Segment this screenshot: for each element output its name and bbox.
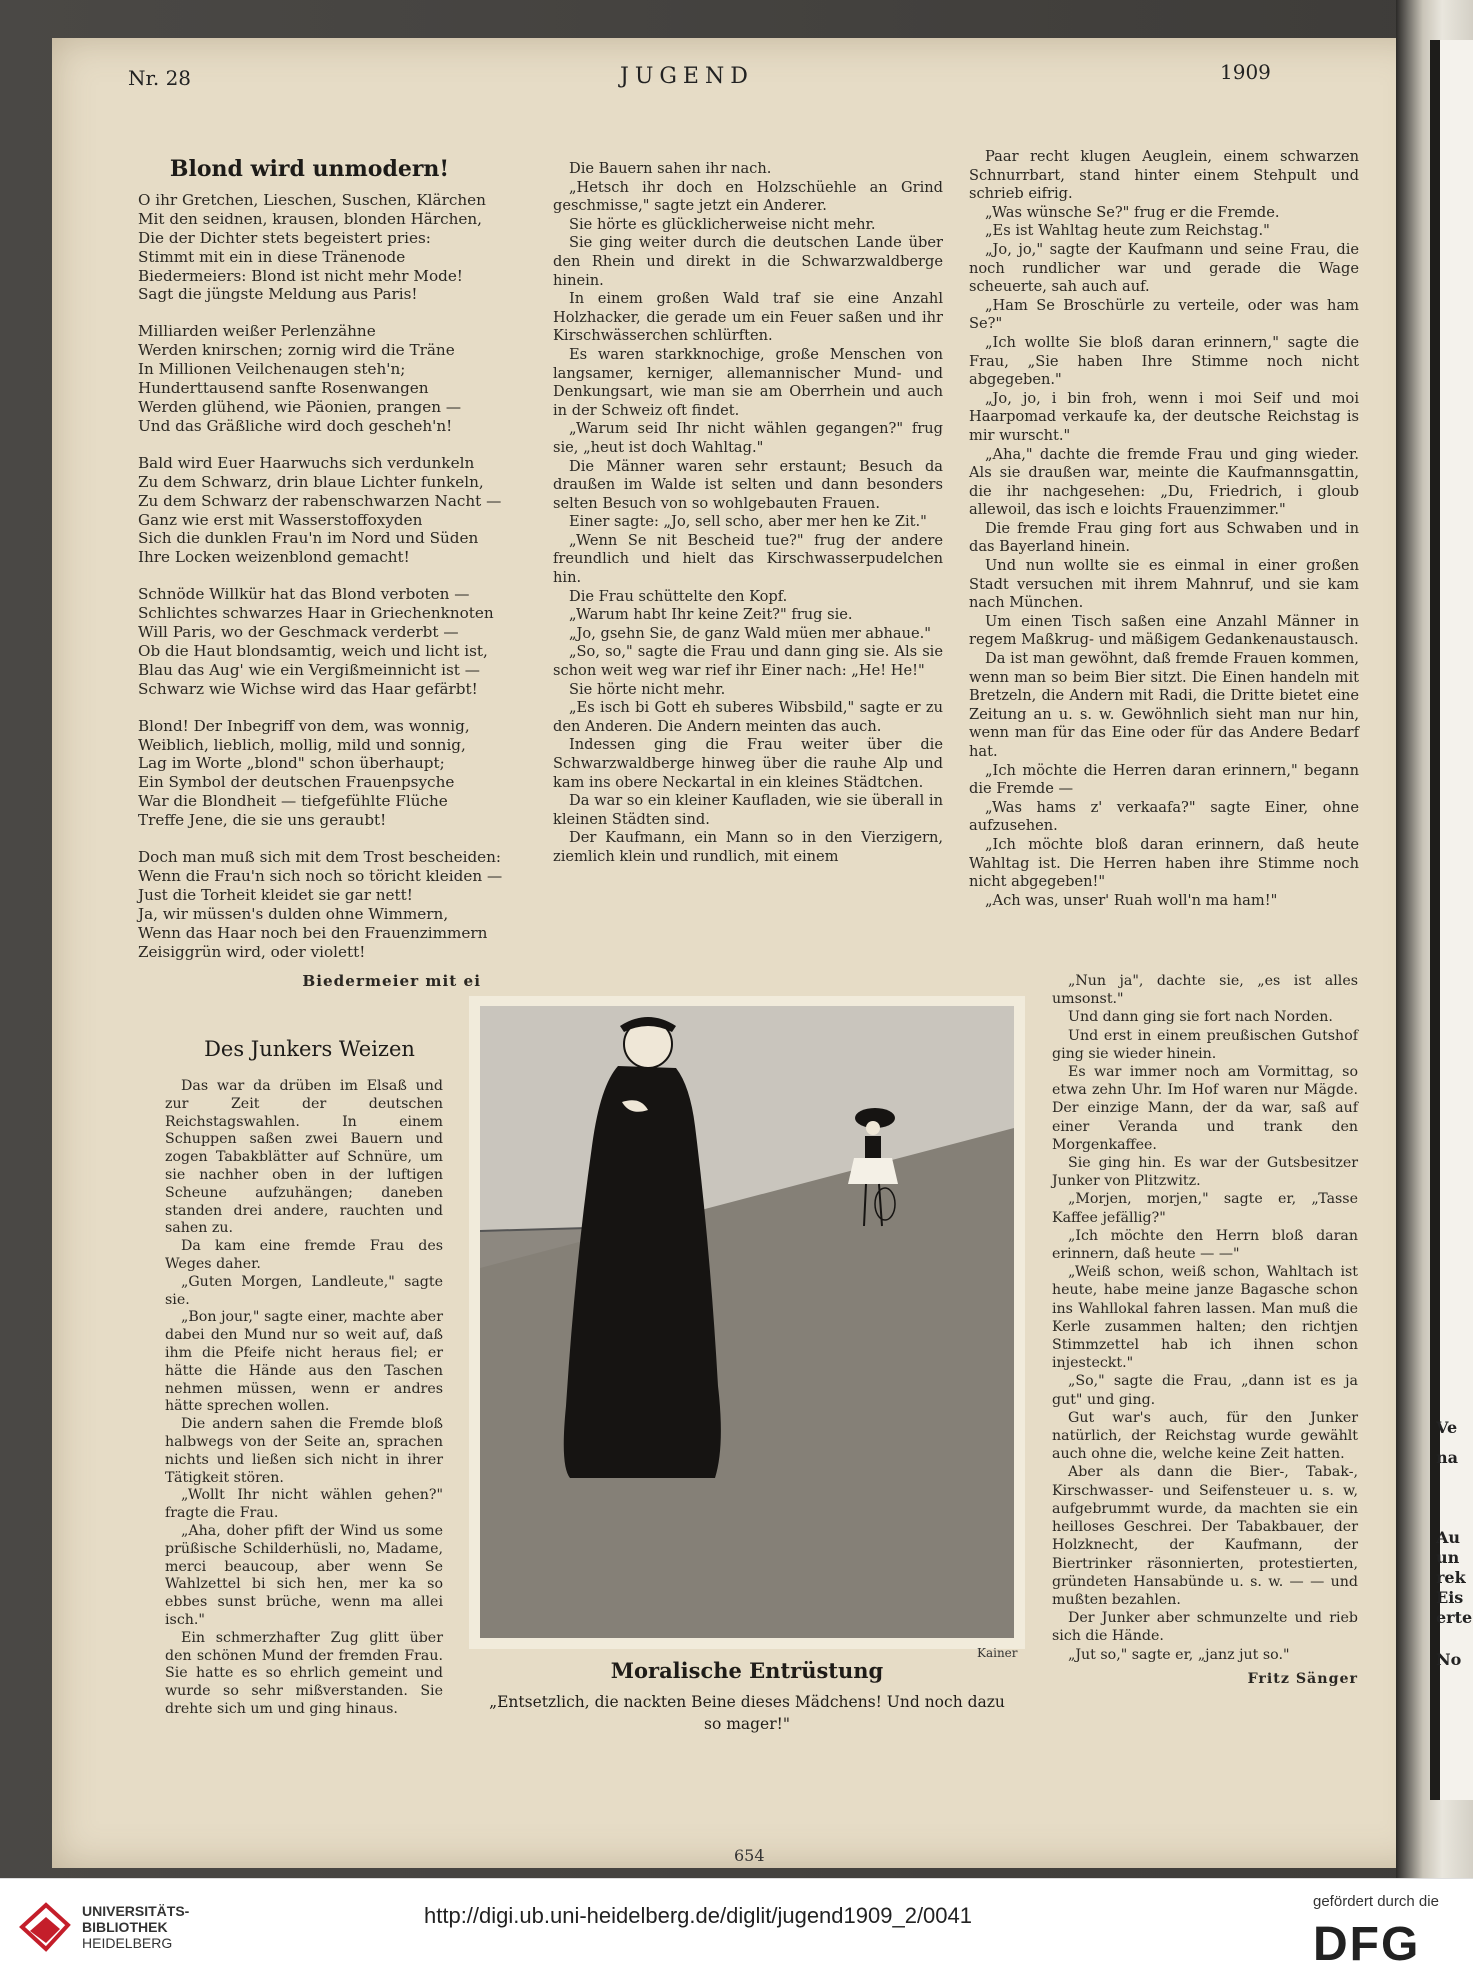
story-paragraph: Sie ging hin. Es war der Gutsbesitzer Junker von Plitzwitz. (1052, 1155, 1358, 1190)
poem-line: Weiblich, lieblich, mollig, mild und sonnig, (138, 735, 466, 754)
story-paragraph: „Aha, doher pfift der Wind us some prüßische Schilderhüsli, no, Madame, merci beaucoup, aber wenn Se Wahlzettel bi sich hen, mer ka so ebbes sunst brüche, wenn ma allei isch." (165, 1522, 443, 1628)
poem-line: Wenn die Frau'n sich noch so töricht kleiden — (138, 867, 503, 885)
story-paragraph: „Bon jour," sagte einer, machte aber dabei den Mund nur so weit auf, daß ihm die Pfeife nicht heraus fiel; er hätte die Hände aus den Taschen nehmen müssen, wenn er andres hätte sprechen wollen. (165, 1309, 443, 1415)
girl-head (866, 1121, 880, 1135)
story-paragraph: „Nun ja", dachte sie, „es ist alles umsonst." (1052, 973, 1358, 1008)
poem-line: Ihre Locken weizenblond gemacht! (138, 548, 410, 567)
poem-stanza (138, 848, 503, 961)
story-paragraph: „Wollt Ihr nicht wählen gehen?" fragte die Frau. (165, 1487, 443, 1522)
poem-line: Blau das Aug' wie ein Vergißmeinnicht ist — (138, 660, 480, 679)
story-paragraph: Paar recht klugen Aeuglein, einem schwarzen Schnurrbart, stand hinter einem Stehpult und schrieb eifrig. (969, 148, 1359, 203)
story-column-1 (165, 1078, 443, 1719)
poem-line: Ganz wie erst mit Wasserstoffoxyden (138, 510, 423, 529)
story-column-3-continued (1052, 972, 1358, 1688)
story-paragraph: Es waren starkknochige, große Menschen von langsamer, kerniger, allemannischer Mund- und Denkungsart, wie man sie am Oberrhein und auch in der Schweiz oft findet. (553, 345, 943, 419)
funded-by-label: gefördert durch die (1313, 1893, 1439, 1910)
poem-line: Sagt die jüngste Meldung aus Paris! (138, 285, 418, 304)
story-paragraph: Ein schmerzhafter Zug glitt über den schönen Mund der fremden Frau. Sie hatte es so ehrlich gemeint und wurde so sehr mißverstanden. Sie drehte sich um und ging hinaus. (165, 1629, 443, 1717)
library-line-3: HEIDELBERG (82, 1935, 173, 1951)
caption-quote: „Entsetzlich, die nackten Beine dieses Mädchens! Und noch dazu so mager!" (489, 1693, 1005, 1733)
fragment-text: No (1436, 1650, 1462, 1669)
poem-line: Ja, wir müssen's dulden ohne Wimmern, (138, 904, 449, 923)
poem-stanza (138, 322, 481, 435)
story-paragraph: „Guten Morgen, Landleute," sagte sie. (165, 1273, 443, 1308)
fragment-text: Eis (1436, 1588, 1464, 1607)
story-paragraph: „Was hams z' verkaafa?" sagte Einer, ohne aufzusehen. (969, 798, 1359, 835)
poem-line: Lag im Worte „blond" schon überhaupt; (138, 754, 445, 773)
poem-line: O ihr Gretchen, Lieschen, Suschen, Klärchen (138, 190, 486, 209)
poem-line: Mit den seidnen, krausen, blonden Härchen, (138, 209, 483, 228)
story-paragraph: „Ich möchte den Herrn bloß daran erinnern, daß heute — —" (1052, 1227, 1358, 1263)
story-column-2 (553, 160, 943, 867)
university-library-name (82, 1903, 189, 1951)
poem-stanza (138, 717, 481, 830)
story-paragraph: Die fremde Frau ging fort aus Schwaben und in das Bayerland hinein. (969, 519, 1359, 556)
poem-line: Schnöde Willkür hat das Blond verboten — (138, 585, 470, 604)
story-paragraph: Und nun wollte sie es einmal in einer großen Stadt versuchen mit ihrem Mahnruf, und sie kam nach München. (969, 557, 1359, 612)
university-library-logo-icon (16, 1897, 74, 1963)
story-paragraph: Sie hörte nicht mehr. (569, 680, 726, 698)
poem (138, 156, 503, 1062)
story-paragraph: Sie hörte es glücklicherweise nicht mehr. (569, 215, 876, 233)
story-paragraph: Aber als dann die Bier-, Tabak-, Kirschwasser- und Seifensteuer u. s. w, aufgebrummt wurde, da machten sie ein heilloses Geschrei. Der Tabakbauer, der Holzknecht, der Kaufmann, der Biertrinker räsonnierten, protestierten, gründeten Hansabünde u. s. w. — — und mußten bezahlen. (1052, 1464, 1358, 1608)
story-paragraph: Der Junker aber schmunzelte und rieb sich die Hände. (1052, 1610, 1358, 1645)
issue-number: Nr. 28 (128, 66, 192, 90)
fragment-text: un (1436, 1548, 1460, 1567)
story-paragraph: Das war da drüben im Elsaß und zur Zeit der deutschen Reichstagswahlen. In einem Schuppen saßen zwei Bauern und zogen Tabakblätter auf Schnüre, um sie nachher oben in der luftigen Scheune aufzuhängen; daneben standen drei andere, rauchten und sahen zu. (165, 1078, 443, 1237)
poem-line: War die Blondheit — tiefgefühlte Flüche (138, 792, 448, 811)
story-paragraph: „Hetsch ihr doch en Holzschüehle an Grind geschmisse," sagte jetzt ein Anderer. (553, 178, 943, 215)
poem-line: Hunderttausend sanfte Rosenwangen (138, 379, 429, 398)
story-paragraph: Sie ging weiter durch die deutschen Lande über den Rhein und direkt in die Schwarzwaldberge hinein. (553, 234, 943, 289)
story-paragraph: „Jo, jo," sagte der Kaufmann und seine Frau, die noch rundlicher war und gerade die Wage scheuerte, sah auch auf. (969, 240, 1359, 296)
poem-stanzas (138, 190, 503, 962)
story-paragraph: Gut war's auch, für den Junker natürlich, der Reichstag wurde gewählt auch ohne die, welche keine Zeit hatten. (1052, 1409, 1358, 1463)
story-paragraph: „Aha," dachte die fremde Frau und ging wieder. Als sie draußen war, meinte die Kaufmannsgattin, die ihr nachgesehen: „Du, Friedrich, i gloub allewoil, das isch e loichts Frauenzimmer." (969, 445, 1359, 519)
story-paragraph: „Jo, jo, i bin froh, wenn i moi Seif und moi Haarpomad verkaufe ka, der deutsche Reichstag is mir wurscht." (969, 389, 1359, 444)
fragment-text: rek (1436, 1568, 1466, 1587)
story-column-3 (969, 148, 1359, 910)
story-paragraph: Da ist man gewöhnt, daß fremde Frauen kommen, wenn man so beim Bier sitzt. Die Einen handeln mit Bretzeln, die Andern mit Radi, die Dritte bietet eine Zeitung an u. s. w. Gewöhnlich sieht man nur hin, wenn man für das Eine oder für das Andere Bedarf hat. (969, 650, 1359, 760)
poem-line: Sich die dunklen Frau'n im Nord und Süden (138, 529, 479, 548)
story-paragraph: „Morjen, morjen," sagte er, „Tasse Kaffee jefällig?" (1052, 1191, 1358, 1226)
poem-stanza (138, 190, 486, 304)
permalink-url[interactable]: http://digi.ub.uni-heidelberg.de/diglit/jugend1909_2/0041 (424, 1903, 972, 1928)
poem-line: Doch man muß sich mit dem Trost bescheiden: (138, 848, 502, 867)
magazine-title: JUGEND (620, 64, 754, 89)
story-paragraph: Und dann ging sie fort nach Norden. (1068, 1009, 1333, 1026)
poem-line: Milliarden weißer Perlenzähne (138, 322, 376, 341)
caption-title: Moralische Entrüstung (610, 1658, 884, 1683)
story-paragraph: „Ich möchte bloß daran erinnern, daß heute Wahltag ist. Die Herren haben ihre Stimme noch nicht abgegeben!" (969, 835, 1359, 891)
poem-line: Bald wird Euer Haarwuchs sich verdunkeln (138, 453, 475, 472)
dfg-logo: DFG (1313, 1918, 1421, 1971)
story-paragraph: Die Frau schüttelte den Kopf. (569, 587, 788, 605)
story-paragraph: Da kam eine fremde Frau des Weges daher. (165, 1238, 443, 1272)
fragment-text: Ve (1436, 1418, 1458, 1437)
story-paragraph: „Ich möchte die Herren daran erinnern," begann die Fremde — (969, 761, 1359, 798)
illustration-drawing (480, 1006, 1014, 1638)
story-paragraph: Es war immer noch am Vormittag, so etwa zehn Uhr. Im Hof waren nur Mägde. Der einzige Mann, der da war, saß auf einer Veranda und trank den Morgenkaffee. (1052, 1064, 1358, 1153)
story-paragraph: Der Kaufmann, ein Mann so in den Vierzigern, ziemlich klein und rundlich, mit einem (553, 829, 943, 865)
story-paragraph: Einer sagte: „Jo, sell scho, aber mer hen ke Zit." (569, 513, 927, 531)
year: 1909 (1220, 60, 1271, 84)
story-paragraph: „Ham Se Broschürle zu verteile, oder was ham Se?" (969, 296, 1359, 333)
poem-signature: Biedermeier mit ei (302, 971, 481, 990)
poem-line: Die der Dichter stets begeistert pries: (138, 228, 431, 247)
illustration-caption (469, 1658, 1025, 1735)
story-signature: Fritz Sänger (1247, 1670, 1358, 1687)
poem-line: Schlichtes schwarzes Haar in Griechenknoten (138, 604, 494, 623)
poem-line: In Millionen Veilchenaugen steh'n; (138, 360, 406, 379)
poem-line: Ob die Haut blondsamtig, weich und licht ist, (138, 641, 488, 660)
poem-line: Zeisiggrün wird, oder violett! (138, 942, 366, 961)
poem-line: Ein Symbol der deutschen Frauenpsyche (138, 773, 455, 792)
poem-line: Blond! Der Inbegriff von dem, was wonnig, (138, 716, 470, 735)
story-paragraph: „Jo, gsehn Sie, de ganz Wald müen mer abhaue." (569, 624, 931, 642)
artist-signature: Kainer (977, 1646, 1018, 1660)
illustration (469, 996, 1025, 1649)
library-line-2: BIBLIOTHEK (82, 1919, 168, 1935)
story-paragraph: „Wenn Se nit Bescheid tue?" frug der andere freundlich und hielt das Kirschwasserpudelchen hin. (553, 531, 943, 587)
library-line-1: UNIVERSITÄTS- (82, 1903, 190, 1919)
poem-stanza (138, 585, 494, 698)
story-paragraph: Die Männer waren sehr erstaunt; Besuch da draußen im Walde ist selten und dann besonders selten Besuch von so wohlgebauten Frauen. (553, 457, 943, 512)
story-paragraph: „Was wünsche Se?" frug er die Fremde. (985, 203, 1280, 221)
girl-bodice (865, 1136, 881, 1158)
poem-line: Zu dem Schwarz der rabenschwarzen Nacht — (138, 491, 502, 510)
poem-line: Will Paris, wo der Geschmack verderbt — (138, 623, 459, 642)
poem-line: Zu dem Schwarz, drin blaue Lichter funkeln, (138, 472, 484, 491)
story-paragraph: „Es isch bi Gott eh suberes Wibsbild," sagte er zu den Anderen. Die Andern meinten das auch. (553, 699, 943, 735)
page-number: 654 (734, 1846, 765, 1865)
footer-bar (0, 1878, 1473, 1984)
poem-stanza (138, 453, 502, 567)
story-paragraph: „Ach was, unser' Ruah woll'n ma ham!" (985, 891, 1278, 909)
poem-line: Just die Torheit kleidet sie gar nett! (138, 885, 413, 904)
poem-line: Wenn das Haar noch bei den Frauenzimmern (138, 923, 488, 942)
story-paragraph: Um einen Tisch saßen eine Anzahl Männer in regem Maßkrug- und mäßigem Gedankenaustausch. (969, 612, 1359, 649)
story-paragraph: „Ich wollte Sie bloß daran erinnern," sagte die Frau, „Sie haben Ihre Stimme noch nicht abgegeben." (969, 333, 1359, 389)
story-paragraph: Die Bauern sahen ihr nach. (569, 160, 772, 177)
poem-line: Biedermeiers: Blond ist nicht mehr Mode! (138, 266, 463, 285)
story-paragraph: Und erst in einem preußischen Gutshof ging sie wieder hinein. (1052, 1027, 1358, 1062)
story-paragraph: Da war so ein kleiner Kaufladen, wie sie überall in kleinen Städten sind. (553, 792, 943, 828)
story-paragraph: „Weiß schon, weiß schon, Wahltach ist heute, habe meine janze Bagasche schon ins Wahllokal fahren lassen. Man muß die Kerle zusammen halten; den richtjen Stimmzettel hab ich ihnen schon injesteckt." (1052, 1264, 1358, 1372)
poem-title: Blond wird unmodern! (169, 156, 450, 182)
poem-line: Stimmt mit ein in diese Tränenode (138, 247, 406, 266)
fragment-text: Au (1436, 1528, 1461, 1547)
poem-line: Schwarz wie Wichse wird das Haar gefärbt! (138, 679, 478, 698)
fragment-text: na (1436, 1448, 1458, 1467)
story-paragraph: „Warum seid Ihr nicht wählen gegangen?" frug sie, „heut ist doch Wahltag." (553, 420, 943, 456)
fragment-text: erte (1436, 1608, 1473, 1627)
story-paragraph: „Warum habt Ihr keine Zeit?" frug sie. (569, 606, 853, 624)
story-paragraph: „So," sagte die Frau, „dann ist es ja gut" und ging. (1052, 1373, 1358, 1408)
next-page-edge (1396, 0, 1473, 1878)
girl-skirt (848, 1158, 898, 1184)
story-paragraph: „Es ist Wahltag heute zum Reichstag." (985, 222, 1270, 240)
story-paragraph: Die andern sahen die Fremde bloß halbwegs von der Seite an, sprachen nichts und ließen sich nicht in ihrer Tätigkeit stören. (165, 1416, 443, 1486)
story-paragraph: Indessen ging die Frau weiter über die Schwarzwaldberge hinweg über die rauhe Alp und kam ins obere Neckartal in ein kleines Städtchen. (553, 736, 943, 791)
story-paragraph: In einem großen Wald traf sie eine Anzahl Holzhacker, die gerade um ein Feuer saßen und ihr Kirschwässerchen schlürften. (553, 290, 943, 345)
story-title: Des Junkers Weizen (204, 1037, 415, 1062)
poem-line: Treffe Jene, die sie uns geraubt! (138, 811, 387, 830)
poem-line: Werden knirschen; zornig wird die Träne (138, 341, 455, 360)
poem-line: Werden glühend, wie Päonien, prangen — (138, 397, 462, 416)
story-paragraph: „Jut so," sagte er, „janz jut so." (1068, 1646, 1290, 1663)
story-paragraph: „So, so," sagte die Frau und dann ging sie. Als sie schon weit weg war rief ihr Einer nach: „He! He!" (553, 643, 943, 680)
poem-line: Und das Gräßliche wird doch gescheh'n! (138, 416, 453, 435)
